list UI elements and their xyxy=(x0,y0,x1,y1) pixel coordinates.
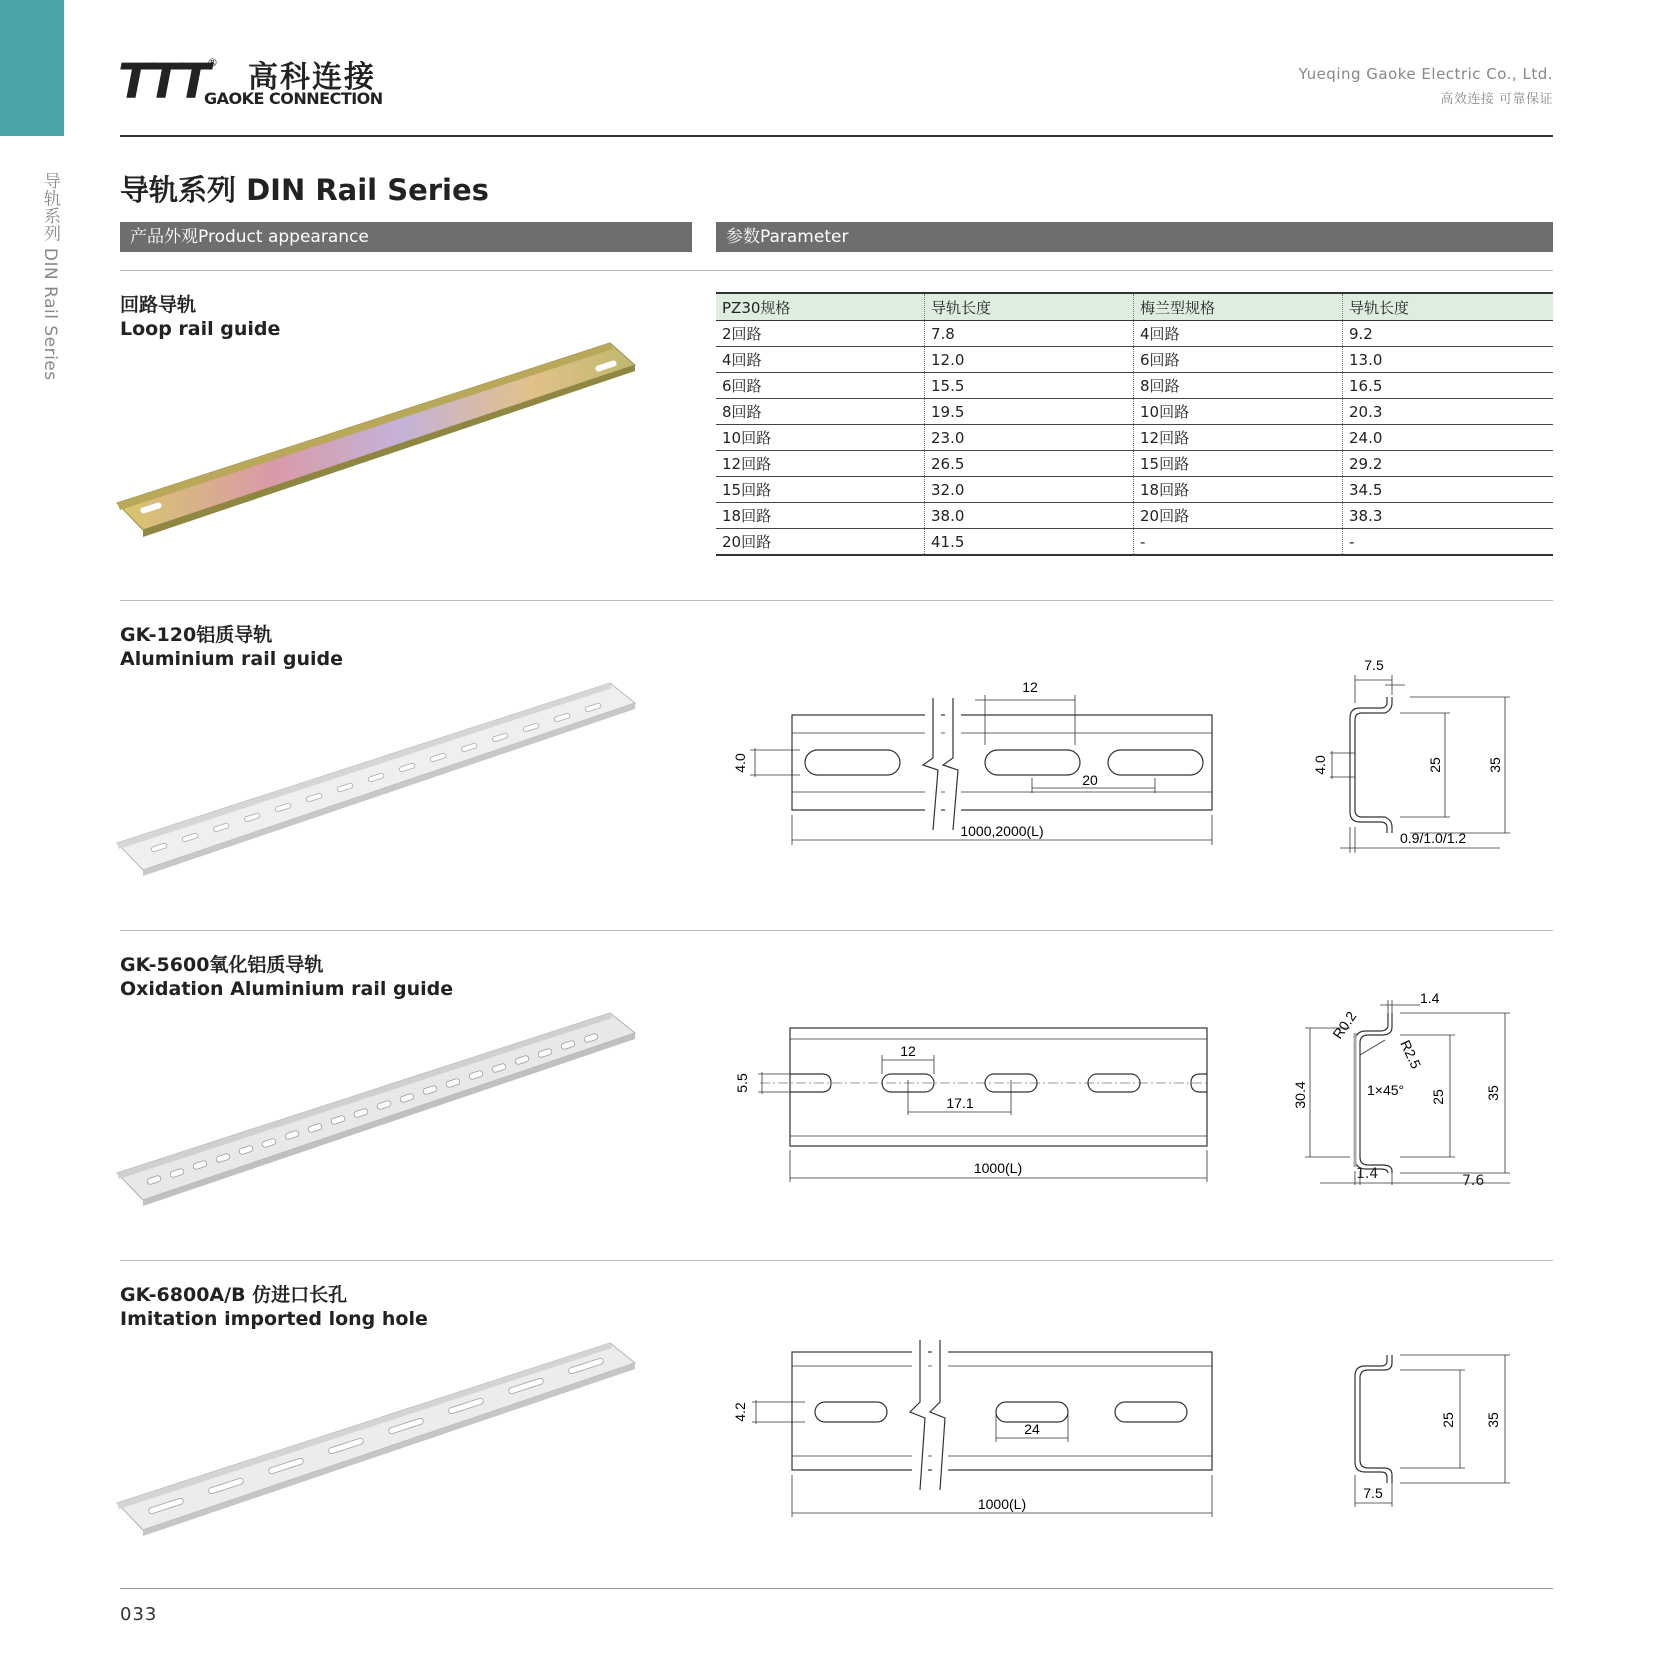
table-cell: 15.5 xyxy=(925,373,1134,399)
table-cell: 12.0 xyxy=(925,347,1134,373)
company-name: Yueqing Gaoke Electric Co., Ltd. xyxy=(1298,65,1553,83)
table-cell: - xyxy=(1134,529,1343,556)
table-cell: 9.2 xyxy=(1343,321,1554,347)
table-cell: - xyxy=(1343,529,1554,556)
dim-inner: 25 xyxy=(1427,757,1443,773)
side-section-label: 导轨系列 DIN Rail Series xyxy=(40,172,60,381)
table-row xyxy=(716,399,1553,425)
table-cell: 4回路 xyxy=(716,347,925,373)
gk120-profile-drawing xyxy=(1310,655,1550,855)
gk6800-title-en: Imitation imported long hole xyxy=(120,1308,428,1330)
gk120-title-en: Aluminium rail guide xyxy=(120,648,343,670)
dim-slot-gap: 20 xyxy=(1082,772,1098,788)
section-divider xyxy=(120,1260,1553,1261)
dim-slot-width: 24 xyxy=(1024,1421,1040,1437)
table-cell: 15回路 xyxy=(716,477,925,503)
table-cell: 34.5 xyxy=(1343,477,1554,503)
table-cell: 10回路 xyxy=(716,425,925,451)
table-cell: 4回路 xyxy=(1134,321,1343,347)
table-header-cell: 导轨长度 xyxy=(925,293,1134,321)
gk6800-front-drawing xyxy=(720,1330,1220,1520)
dim-slot-height: 4.2 xyxy=(732,1402,748,1422)
dim-lip: 1.4 xyxy=(1420,990,1440,1006)
gk6800-title-cn: GK-6800A/B 仿进口长孔 xyxy=(120,1284,348,1306)
company-slogan: 高效连接 可靠保证 xyxy=(1440,92,1553,107)
dim-chamfer: 1×45° xyxy=(1367,1082,1405,1098)
table-cell: 29.2 xyxy=(1343,451,1554,477)
table-cell: 6回路 xyxy=(716,373,925,399)
gk120-title-cn: GK-120铝质导轨 xyxy=(120,624,273,646)
dim-height: 35 xyxy=(1485,1085,1501,1101)
dim-flange: 7.6 xyxy=(1462,1173,1485,1189)
page-number: 033 xyxy=(120,1604,158,1625)
gk5600-rail-image xyxy=(115,1005,645,1205)
section-divider xyxy=(120,600,1553,601)
page-title: 导轨系列 DIN Rail Series xyxy=(120,173,489,207)
dim-slot-height: 4.0 xyxy=(732,753,748,773)
table-cell: 16.5 xyxy=(1343,373,1554,399)
table-row xyxy=(716,477,1553,503)
table-cell: 13.0 xyxy=(1343,347,1554,373)
dim-height: 35 xyxy=(1487,757,1503,773)
table-row xyxy=(716,529,1553,556)
table-cell: 23.0 xyxy=(925,425,1134,451)
dim-pitch: 17.1 xyxy=(946,1095,974,1111)
table-cell: 12回路 xyxy=(716,451,925,477)
loop-rail-image xyxy=(115,335,645,540)
table-cell: 7.8 xyxy=(925,321,1134,347)
footer-divider xyxy=(120,1588,1553,1589)
dim-height: 35 xyxy=(1485,1412,1501,1428)
bar-underline xyxy=(120,270,1553,271)
table-cell: 38.3 xyxy=(1343,503,1554,529)
dim-thickness: 0.9/1.0/1.2 xyxy=(1400,830,1467,846)
table-row xyxy=(716,425,1553,451)
registered-mark: ® xyxy=(207,56,218,69)
table-row xyxy=(716,321,1553,347)
table-header-cell: 导轨长度 xyxy=(1343,293,1554,321)
table-cell: 20.3 xyxy=(1343,399,1554,425)
gk5600-front-drawing xyxy=(720,1020,1220,1190)
gk120-rail-image xyxy=(115,675,645,875)
dim-base: 1.4 xyxy=(1356,1166,1379,1182)
brand-name-cn: 高科连接 xyxy=(248,60,376,95)
table-cell: 12回路 xyxy=(1134,425,1343,451)
dim-inner: 25 xyxy=(1440,1412,1456,1428)
brand-logo-mark: TTT xyxy=(118,54,207,110)
dim-length: 1000(L) xyxy=(977,1496,1027,1512)
table-cell: 24.0 xyxy=(1343,425,1554,451)
dim-flange: 7.5 xyxy=(1363,1485,1383,1501)
table-cell: 18回路 xyxy=(716,503,925,529)
dim-radius-small: R0.2 xyxy=(1329,1008,1360,1042)
table-cell: 2回路 xyxy=(716,321,925,347)
dim-hole: 4.0 xyxy=(1312,755,1328,775)
table-header-cell: 梅兰型规格 xyxy=(1134,293,1343,321)
table-row xyxy=(716,347,1553,373)
table-row xyxy=(716,451,1553,477)
gk6800-profile-drawing xyxy=(1310,1325,1550,1515)
dim-web-height: 30.4 xyxy=(1292,1081,1308,1109)
section-color-tab xyxy=(0,0,64,136)
table-cell: 8回路 xyxy=(716,399,925,425)
dim-slot-width: 12 xyxy=(900,1043,916,1059)
table-cell: 20回路 xyxy=(1134,503,1343,529)
dim-slot-pitch: 12 xyxy=(1022,679,1038,695)
header-divider xyxy=(120,135,1553,137)
table-header-row xyxy=(716,293,1553,321)
table-cell: 20回路 xyxy=(716,529,925,556)
table-header-cell: PZ30规格 xyxy=(716,293,925,321)
gk5600-profile-drawing xyxy=(1292,985,1550,1185)
table-row xyxy=(716,503,1553,529)
dim-length: 1000(L) xyxy=(973,1160,1023,1176)
loop-spec-table xyxy=(716,292,1553,556)
gk6800-rail-image xyxy=(115,1335,645,1535)
section-divider xyxy=(120,930,1553,931)
gk120-front-drawing xyxy=(720,670,1220,860)
table-cell: 19.5 xyxy=(925,399,1134,425)
dim-slot-height: 5.5 xyxy=(734,1073,750,1093)
brand-name-en: GAOKE CONNECTION xyxy=(204,89,383,108)
dim-length: 1000,2000(L) xyxy=(960,823,1044,839)
table-cell: 32.0 xyxy=(925,477,1134,503)
loop-rail-title-en: Loop rail guide xyxy=(120,318,281,340)
table-cell: 26.5 xyxy=(925,451,1134,477)
dim-inner: 25 xyxy=(1430,1089,1446,1105)
table-cell: 41.5 xyxy=(925,529,1134,556)
table-row xyxy=(716,373,1553,399)
table-cell: 15回路 xyxy=(1134,451,1343,477)
gk5600-title-en: Oxidation Aluminium rail guide xyxy=(120,978,454,1000)
gk5600-title-cn: GK-5600氧化铝质导轨 xyxy=(120,954,324,976)
table-cell: 8回路 xyxy=(1134,373,1343,399)
table-cell: 10回路 xyxy=(1134,399,1343,425)
parameter-bar: 参数Parameter xyxy=(716,222,1553,252)
dim-flange: 7.5 xyxy=(1364,657,1384,673)
loop-rail-title-cn: 回路导轨 xyxy=(120,294,197,316)
appearance-bar: 产品外观Product appearance xyxy=(120,222,692,252)
table-cell: 6回路 xyxy=(1134,347,1343,373)
table-cell: 18回路 xyxy=(1134,477,1343,503)
table-cell: 38.0 xyxy=(925,503,1134,529)
dim-radius-large: R2.5 xyxy=(1397,1037,1425,1072)
